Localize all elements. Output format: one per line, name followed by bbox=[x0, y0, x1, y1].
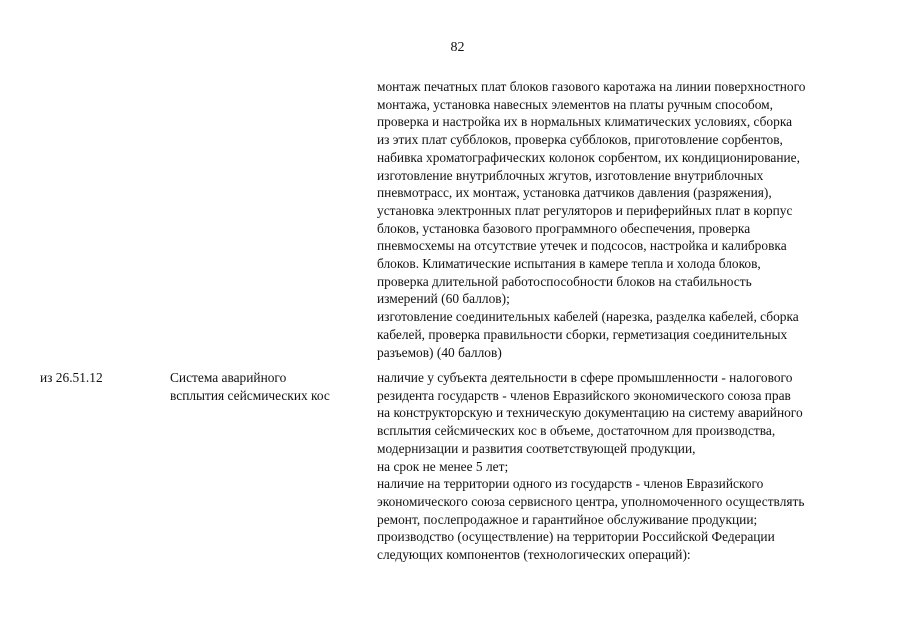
text-line: монтажа, установка навесных элементов на платы ручным способом, bbox=[377, 96, 773, 112]
text-line: резидента государств - членов Евразийского экономического союза прав bbox=[377, 387, 791, 403]
text-line: изготовление соединительных кабелей (нарезка, разделка кабелей, сборка bbox=[377, 309, 799, 325]
text-line: кабелей, проверка правильности сборки, герметизация соединительных bbox=[377, 326, 788, 342]
text-line: разъемов) (40 баллов) bbox=[377, 344, 502, 360]
text-line: ремонт, послепродажное и гарантийное обслуживание продукции; bbox=[377, 511, 758, 527]
product-name-line: всплытия сейсмических кос bbox=[170, 387, 330, 403]
text-line: пневмосхемы на отсутствие утечек и подсосов, настройка и калибровка bbox=[377, 238, 787, 254]
text-line: пневмотрасс, их монтаж, установка датчиков давления (разряжения), bbox=[377, 185, 772, 201]
text-line: на конструкторскую и техническую документацию на систему аварийного bbox=[377, 405, 803, 421]
text-line: из этих плат субблоков, проверка субблоков, приготовление сорбентов, bbox=[377, 132, 783, 148]
text-line: экономического союза сервисного центра, уполномоченного осуществлять bbox=[377, 493, 805, 509]
text-line: модернизации и развития соответствующей продукции, bbox=[377, 440, 696, 456]
product-code: из 26.51.12 bbox=[40, 370, 103, 385]
text-line: набивка хроматографических колонок сорбентом, их кондиционирование, bbox=[377, 149, 800, 165]
text-line: наличие на территории одного из государств - членов Евразийского bbox=[377, 476, 764, 492]
text-line: измерений (60 баллов); bbox=[377, 291, 510, 307]
text-line: монтаж печатных плат блоков газового каротажа на линии поверхностного bbox=[377, 79, 806, 94]
requirements-text bbox=[377, 369, 877, 564]
page-number: 82 bbox=[450, 40, 465, 55]
text-line: на срок не менее 5 лет; bbox=[377, 458, 509, 474]
text-line: следующих компонентов (технологических операций): bbox=[377, 547, 691, 563]
product-name bbox=[170, 369, 365, 404]
text-line: блоков. Климатические испытания в камере тепла и холода блоков, bbox=[377, 256, 761, 272]
text-line: установка электронных плат регуляторов и периферийных плат в корпус bbox=[377, 202, 793, 218]
text-line: производство (осуществление) на территории Российской Федерации bbox=[377, 529, 775, 545]
product-name-line: Система аварийного bbox=[170, 370, 287, 385]
text-line: наличие у субъекта деятельности в сфере промышленности - налогового bbox=[377, 370, 793, 385]
text-line: проверка длительной работоспособности блоков на стабильность bbox=[377, 273, 752, 289]
text-line: всплытия сейсмических кос в объеме, достаточном для производства, bbox=[377, 423, 776, 439]
text-line: блоков, установка базового программного обеспечения, проверка bbox=[377, 220, 751, 236]
text-line: проверка и настройка их в нормальных климатических условиях, сборка bbox=[377, 114, 793, 130]
text-line: изготовление внутриблочных жгутов, изготовление внутриблочных bbox=[377, 167, 764, 183]
continued-requirements-text bbox=[377, 78, 877, 361]
